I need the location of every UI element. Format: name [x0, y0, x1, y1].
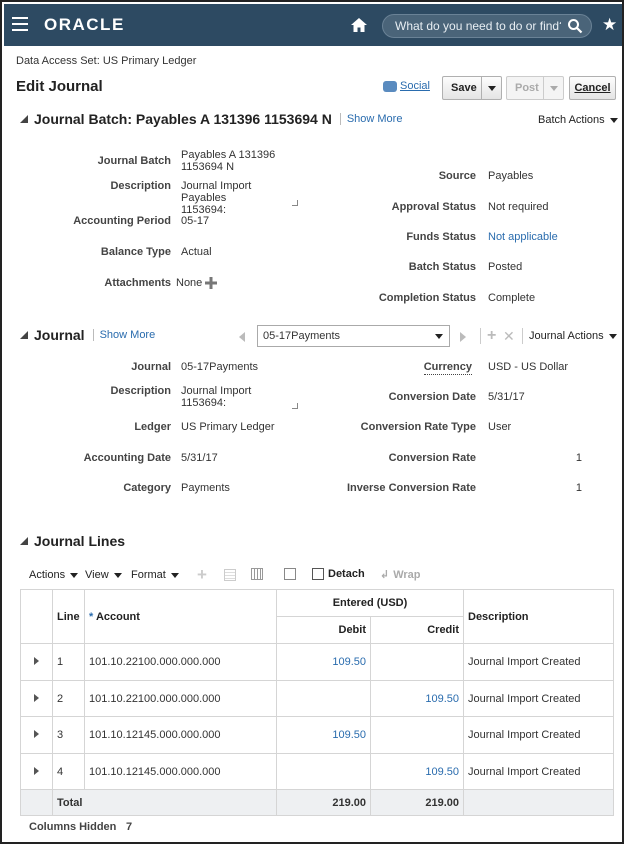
lines-format-menu[interactable] [131, 569, 179, 581]
detach-label: Detach [328, 568, 365, 580]
journal-actions-label: Journal Actions [529, 330, 604, 342]
attachments-text: None [176, 277, 203, 289]
credit-header[interactable]: Credit [371, 617, 464, 644]
account-header-label: Account [95, 610, 140, 623]
collapse-triangle-icon[interactable] [20, 537, 28, 545]
debit-cell[interactable]: 109.50 [277, 644, 371, 681]
journal-show-more-link[interactable]: Show More [93, 329, 156, 341]
format-label: Format [131, 569, 166, 581]
balance-type-label: Balance Type [100, 246, 171, 258]
social-link[interactable] [383, 80, 430, 92]
table-row[interactable] [21, 681, 614, 717]
save-button[interactable] [442, 76, 502, 100]
journal-selector-value: 05-17Payments [263, 330, 341, 342]
accounting-date-value: 5/31/17 [181, 452, 218, 464]
journal-batch-label: Journal Batch [97, 155, 171, 167]
table-row[interactable] [21, 644, 614, 681]
approval-status-value: Not required [488, 201, 549, 213]
funds-status-link[interactable]: Not applicable [488, 231, 558, 243]
chevron-right-icon[interactable] [34, 730, 39, 738]
journal-batch-line2: 1153694 N [181, 161, 235, 173]
social-icon [383, 81, 397, 92]
chevron-right-icon[interactable] [34, 694, 39, 702]
detach-button[interactable] [312, 568, 365, 580]
account-cell: 101.10.12145.000.000.000 [85, 754, 277, 790]
required-marker: * [89, 610, 96, 623]
total-label: Total [53, 790, 277, 816]
description-header[interactable]: Description [464, 590, 614, 644]
table-row[interactable] [21, 754, 614, 790]
journal-description-text: Journal Import 1153694: [181, 385, 252, 409]
completion-status-value: Complete [488, 292, 536, 304]
category-value: Payments [181, 482, 230, 494]
currency-label[interactable]: Currency [423, 361, 472, 373]
accounting-date-label: Accounting Date [83, 452, 171, 464]
journal-description-field[interactable] [181, 385, 296, 407]
conversion-rate-label: Conversion Rate [388, 452, 476, 464]
post-button[interactable] [506, 76, 564, 100]
batch-status-label: Batch Status [408, 261, 476, 273]
next-journal-icon[interactable] [460, 332, 466, 342]
journal-lines-section-header[interactable] [20, 533, 125, 549]
batch-description-line2: 1153694: [181, 204, 227, 216]
credit-cell[interactable] [371, 644, 464, 681]
global-search-input[interactable] [393, 18, 563, 34]
journal-batch-line1: Payables A 131396 [181, 149, 276, 161]
expander-header [21, 590, 53, 644]
line-cell: 4 [53, 754, 85, 790]
data-access-set: Data Access Set: US Primary Ledger [16, 55, 197, 67]
delete-journal-icon[interactable]: ✕ [503, 328, 515, 344]
filter-icon[interactable] [284, 568, 296, 580]
add-row-icon[interactable]: + [197, 565, 207, 584]
resize-handle-icon[interactable] [292, 403, 298, 409]
separator [522, 328, 523, 344]
columns-hidden-count: 7 [126, 821, 133, 833]
debit-cell[interactable] [277, 754, 371, 790]
description-cell: Journal Import Created [464, 644, 614, 681]
account-header[interactable] [85, 590, 277, 644]
batch-description-label: Description [110, 180, 171, 192]
debit-cell[interactable] [277, 681, 371, 717]
ledger-label: Ledger [134, 421, 171, 433]
freeze-columns-icon[interactable] [251, 568, 263, 580]
save-menu-toggle[interactable] [481, 77, 501, 99]
line-cell: 3 [53, 717, 85, 754]
credit-cell[interactable] [371, 717, 464, 754]
journal-section-header[interactable] [20, 327, 155, 343]
debit-cell[interactable]: 109.50 [277, 717, 371, 754]
total-credit: 219.00 [371, 790, 464, 816]
source-value: Payables [488, 170, 534, 182]
conversion-rate-type-value: User [488, 421, 512, 433]
batch-section-header[interactable] [20, 111, 402, 127]
lines-actions-menu[interactable] [29, 569, 78, 581]
batch-status-value: Posted [488, 261, 523, 273]
accounting-period-label: Accounting Period [73, 215, 171, 227]
totals-row [21, 790, 614, 816]
category-label: Category [123, 482, 171, 494]
debit-header[interactable]: Debit [277, 617, 371, 644]
favorites-star-icon[interactable]: ★ [602, 15, 618, 34]
conversion-date-label: Conversion Date [388, 391, 476, 403]
cancel-button[interactable]: Cancel [569, 76, 616, 100]
approval-status-label: Approval Status [391, 201, 476, 213]
attachments-label: Attachments [104, 277, 171, 289]
total-debit: 219.00 [277, 790, 371, 816]
source-label: Source [438, 170, 476, 182]
description-cell: Journal Import Created [464, 681, 614, 717]
attachments-value [176, 277, 217, 289]
resize-handle-icon[interactable] [292, 200, 298, 206]
chevron-down-icon [435, 334, 443, 339]
journal-lines-table [20, 589, 614, 816]
conversion-date-value: 5/31/17 [488, 391, 525, 403]
funds-status-label: Funds Status [406, 231, 476, 243]
wrap-label: Wrap [393, 568, 421, 581]
global-header [4, 4, 622, 46]
completion-status-label: Completion Status [378, 292, 476, 304]
journal-title: Journal [34, 327, 85, 343]
collapse-triangle-icon[interactable] [20, 331, 28, 339]
journal-lines-title: Journal Lines [34, 533, 126, 549]
balance-type-value: Actual [181, 246, 212, 258]
chevron-right-icon[interactable] [34, 767, 39, 775]
line-cell: 1 [53, 644, 85, 681]
chevron-right-icon[interactable] [34, 657, 39, 665]
page-title: Edit Journal [16, 78, 103, 95]
credit-cell[interactable]: 109.50 [371, 681, 464, 717]
batch-actions-label: Batch Actions [538, 114, 605, 126]
line-header[interactable]: Line [53, 590, 85, 644]
row-expander[interactable] [21, 754, 53, 790]
journal-description-label: Description [110, 385, 171, 397]
totals-spacer [21, 790, 53, 816]
ledger-value: US Primary Ledger [181, 421, 275, 433]
search-icon[interactable] [567, 18, 583, 34]
table-row[interactable] [21, 717, 614, 754]
previous-journal-icon[interactable] [239, 332, 245, 342]
save-label: Save [451, 82, 477, 94]
journal-selector[interactable] [257, 325, 450, 347]
batch-show-more-link[interactable]: Show More [340, 113, 403, 125]
row-expander[interactable] [21, 717, 53, 754]
description-cell: Journal Import Created [464, 717, 614, 754]
batch-title: Journal Batch: Payables A 131396 1153694 N [34, 111, 332, 127]
home-icon[interactable] [350, 16, 368, 34]
post-menu-toggle[interactable] [543, 77, 563, 99]
description-cell: Journal Import Created [464, 754, 614, 790]
line-cell: 2 [53, 681, 85, 717]
actions-label: Actions [29, 569, 66, 581]
row-expander[interactable] [21, 644, 53, 681]
global-search-box [382, 14, 592, 38]
navigator-menu-icon[interactable] [12, 17, 28, 31]
batch-description-line1: Journal Import Payables [181, 180, 252, 204]
batch-actions-menu[interactable] [538, 114, 618, 126]
account-cell: 101.10.22100.000.000.000 [85, 644, 277, 681]
add-journal-icon[interactable]: + [487, 327, 497, 344]
post-label: Post [515, 82, 539, 94]
journal-batch-field[interactable] [181, 149, 296, 175]
journal-value: 05-17Payments [181, 361, 259, 373]
journal-label: Journal [131, 361, 171, 373]
totals-spacer [464, 790, 614, 816]
collapse-triangle-icon[interactable] [20, 115, 28, 123]
separator [480, 328, 481, 344]
entered-header: Entered (USD) [277, 590, 464, 617]
wrap-button[interactable] [380, 568, 421, 581]
credit-cell[interactable]: 109.50 [371, 754, 464, 790]
conversion-rate-value: 1 [575, 452, 582, 464]
currency-value: USD - US Dollar [488, 361, 569, 373]
conversion-rate-type-label: Conversion Rate Type [360, 421, 476, 433]
detach-icon [312, 568, 324, 580]
batch-description-field[interactable] [181, 180, 296, 216]
account-cell: 101.10.12145.000.000.000 [85, 717, 277, 754]
inverse-conversion-rate-label: Inverse Conversion Rate [347, 482, 476, 494]
account-cell: 101.10.22100.000.000.000 [85, 681, 277, 717]
wrap-icon: ↲ [380, 569, 390, 581]
social-label: Social [400, 80, 430, 92]
accounting-period-value: 05-17 [181, 215, 210, 227]
oracle-logo: ORACLE [44, 15, 125, 34]
columns-hidden-label: Columns Hidden [29, 821, 117, 833]
journal-actions-menu[interactable] [529, 330, 617, 342]
lines-view-menu[interactable] [85, 569, 122, 581]
delete-row-icon[interactable] [224, 569, 236, 581]
add-attachment-icon[interactable] [205, 277, 217, 289]
inverse-conversion-rate-value: 1 [575, 482, 582, 494]
view-label: View [85, 569, 109, 581]
row-expander[interactable] [21, 681, 53, 717]
